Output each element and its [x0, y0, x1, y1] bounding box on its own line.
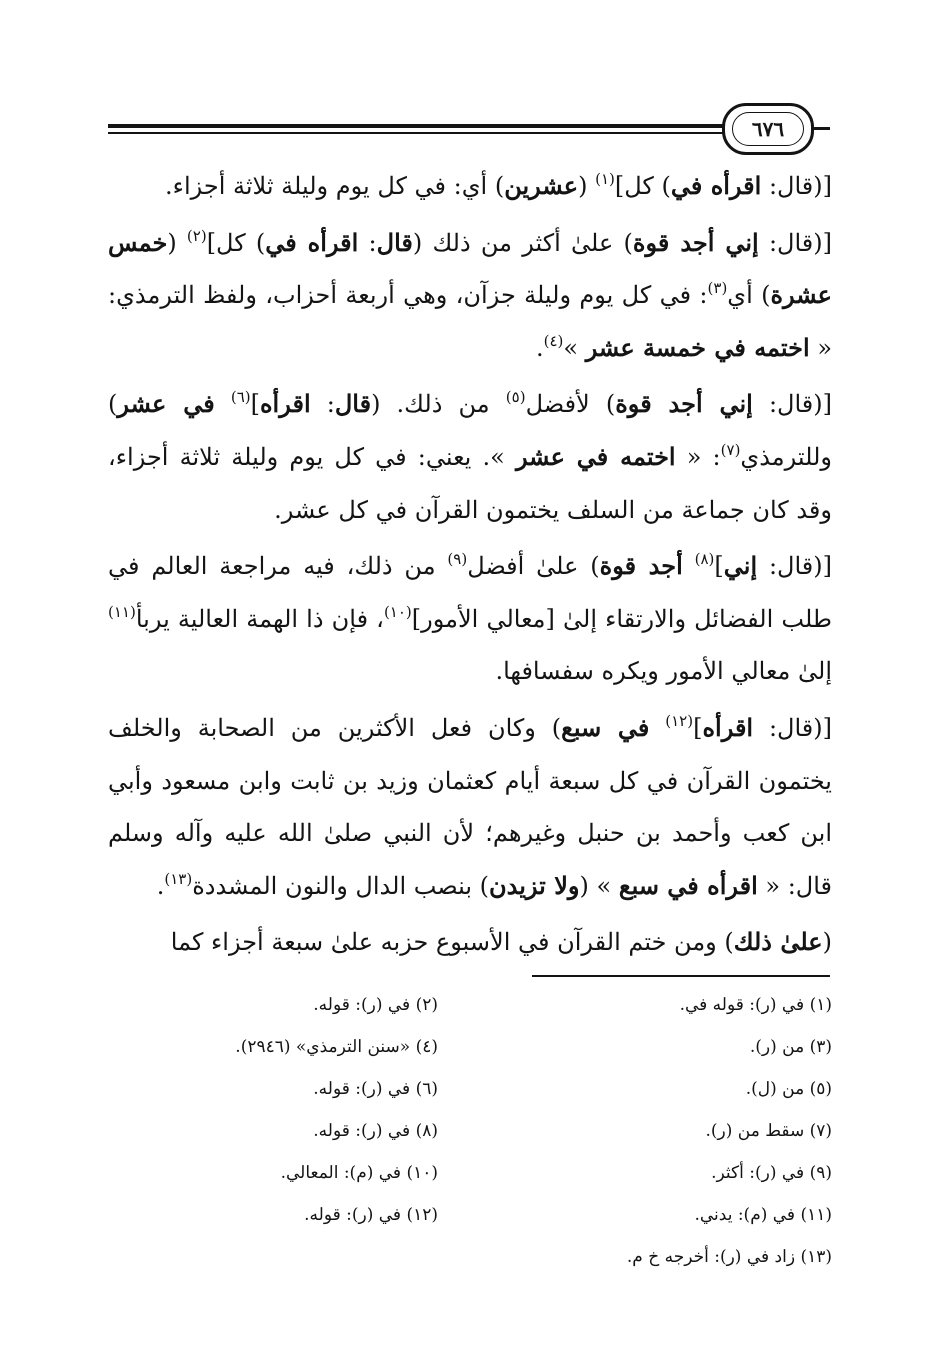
footnote-ref: (١٣)	[164, 869, 193, 888]
paragraph-2: [(قال: إني أجد قوة) علىٰ أكثر من ذلك (قال: اقرأه في) كل]$^{(٢)}$ (خمس عشرة) أي$^{(٣)}$: في كل يوم وليلة جزآن، وهي أربعة أحزاب، ولفظ الترمذي: « اختمه في خمسة عشر »$^{(٤)}$.	[108, 226, 832, 362]
footnote-9: (٩) في (ر): أكثر.	[711, 1163, 832, 1183]
paragraph-5: [(قال: اقرأه]$^{(١٢)}$ في سبع) وكان فعل الأكثرين من الصحابة والخلف يختمون القرآن في كل سبعة أيام كعثمان وزيد بن ثابت وابن مسعود وأبي ابن كعب وأحمد بن حنبل وغيرهم؛ لأن النبي صلىٰ الله عليه وآله وسلم قال: « اقرأه في سبع » (ولا تزيدن) بنصب الدال والنون المشددة$^{(١٣)}$.	[108, 711, 833, 900]
header-rule-thin	[108, 132, 734, 134]
footnote-ref: (٨)	[694, 550, 715, 569]
footnote-ref: (٧)	[720, 440, 741, 459]
footnote-ref: (١٢)	[665, 711, 694, 730]
paragraph-4: [(قال: إني]$^{(٨)}$ أجد قوة) علىٰ أفضل$^{(٩)}$ من ذلك، فيه مراجعة العالم في طلب الفضائل والارتقاء إلىٰ [معالي الأمور]$^{(١٠)}$، فإن ذا الهمة العالية يربأ$^{(١١)}$ إلىٰ معالي الأمور ويكره سفسافها.	[108, 550, 832, 686]
body-text	[108, 160, 832, 969]
footnote-6: (٦) في (ر): قوله.	[313, 1079, 438, 1099]
page-number: ٦٧٦	[732, 112, 804, 146]
footnote-ref: (٩)	[447, 550, 468, 569]
footnote-ref: (١١)	[108, 602, 136, 621]
footnote-separator	[532, 975, 830, 977]
footnote-13: (١٣) زاد في (ر): أخرجه خ م.	[626, 1247, 832, 1267]
footnote-2: (٢) في (ر): قوله.	[313, 995, 438, 1015]
footnote-11: (١١) في (م): يدني.	[694, 1205, 832, 1225]
footnote-12: (١٢) في (ر): قوله.	[304, 1205, 438, 1225]
paragraph-1: [(قال: اقرأه في) كل]$^{(١)}$ (عشرين) أي: في كل يوم وليلة ثلاثة أجزاء.	[165, 170, 832, 200]
footnote-ref: (٥)	[505, 388, 526, 407]
footnote-8: (٨) في (ر): قوله.	[313, 1121, 438, 1141]
footnote-ref: (٢)	[186, 226, 207, 245]
footnote-3: (٣) من (ر).	[749, 1037, 832, 1057]
footnote-ref: (٦)	[230, 388, 251, 407]
paragraph-6: (علىٰ ذلك) ومن ختم القرآن في الأسبوع حزبه علىٰ سبعة أجزاء كما	[170, 927, 832, 957]
footnote-7: (٧) سقط من (ر).	[705, 1121, 832, 1141]
paragraph-3: [(قال: إني أجد قوة) لأفضل$^{(٥)}$ من ذلك. (قال: اقرأه]$^{(٦)}$ في عشر) وللترمذي$^{(٧)}$: « اختمه في عشر ». يعني: في كل يوم وليلة ثلاثة أجزاء، وقد كان جماعة من السلف يختمون القرآن في كل عشر.	[108, 388, 832, 524]
footnote-ref: (١)	[595, 170, 615, 188]
footnotes	[108, 984, 832, 1278]
header-rule-thick	[108, 124, 734, 128]
footnote-ref: (٤)	[543, 331, 564, 350]
footnote-ref: (١٠)	[383, 602, 412, 621]
footnote-4: (٤) «سنن الترمذي» (٢٩٤٦).	[235, 1037, 438, 1057]
footnote-10: (١٠) في (م): المعالي.	[280, 1163, 438, 1183]
footnote-ref: (٣)	[707, 279, 728, 298]
footnote-1: (١) في (ر): قوله في.	[679, 995, 832, 1015]
footnote-5: (٥) من (ل).	[745, 1079, 832, 1099]
page-number-medallion	[722, 103, 814, 155]
